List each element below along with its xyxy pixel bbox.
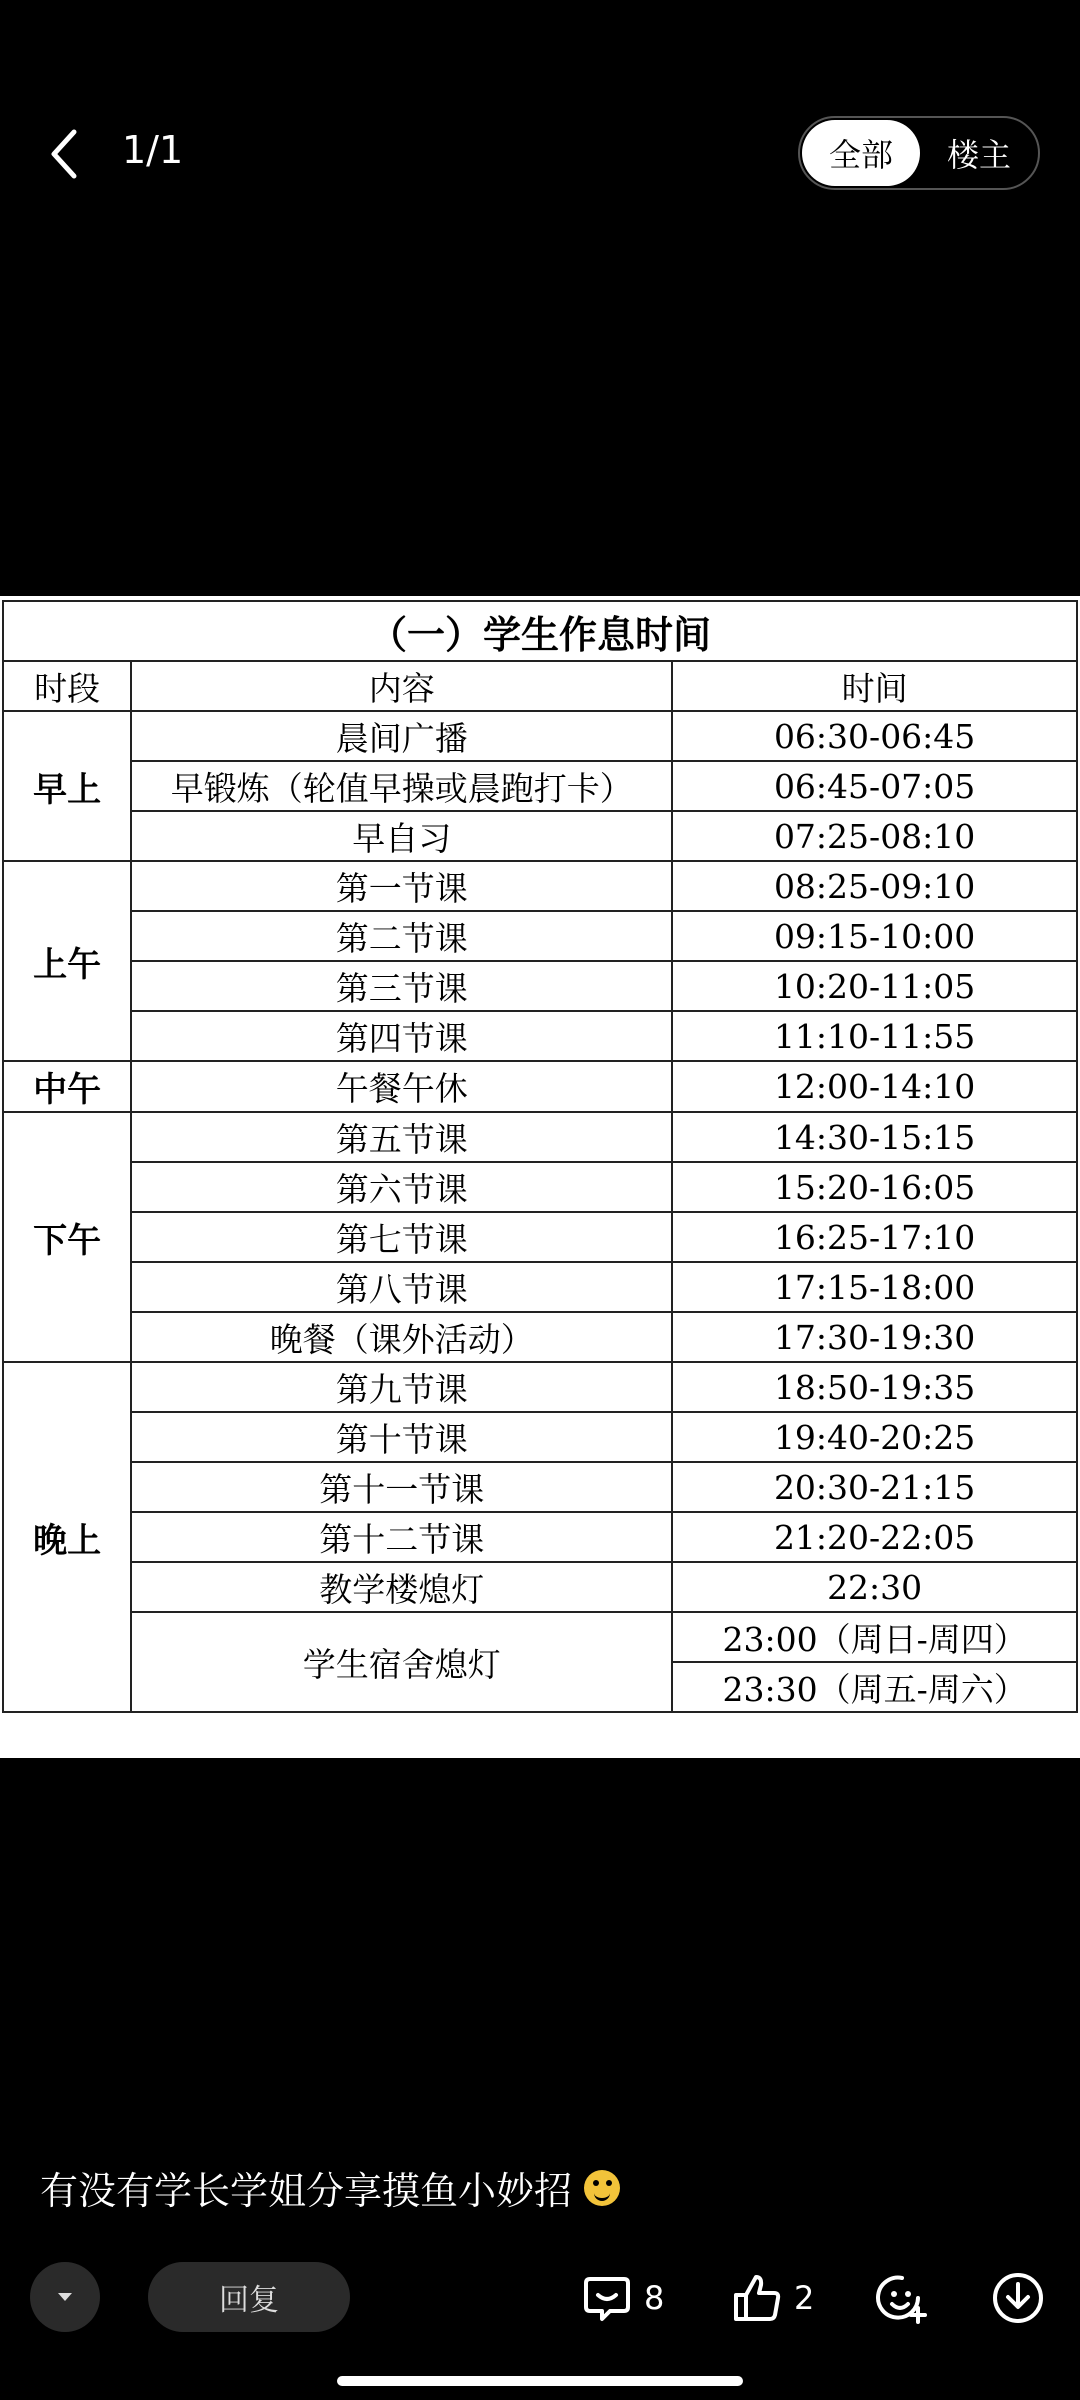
chevron-left-icon (38, 124, 98, 184)
content-cell: 第八节课 (131, 1262, 672, 1312)
time-cell: 16:25-17:10 (672, 1212, 1077, 1262)
time-cell: 15:20-16:05 (672, 1162, 1077, 1212)
time-cell: 07:25-08:10 (672, 811, 1077, 861)
time-cell: 22:30 (672, 1562, 1077, 1612)
content-cell: 第十一节课 (131, 1462, 672, 1512)
content-cell: 晨间广播 (131, 711, 672, 761)
table-row (3, 911, 1077, 961)
caret-down-icon (50, 2287, 80, 2307)
period-cell: 中午 (3, 1061, 131, 1112)
content-cell: 第一节课 (131, 861, 672, 911)
comment-icon (580, 2271, 634, 2325)
content-cell: 早锻炼（轮值早操或晨跑打卡） (131, 761, 672, 811)
reply-button[interactable]: 回复 (148, 2262, 350, 2332)
content-cell: 晚餐（课外活动） (131, 1312, 672, 1362)
time-cell: 19:40-20:25 (672, 1412, 1077, 1462)
table-row (3, 1412, 1077, 1462)
header-content: 内容 (131, 661, 672, 711)
time-cell: 14:30-15:15 (672, 1112, 1077, 1162)
table-row (3, 961, 1077, 1011)
tab-all[interactable]: 全部 (802, 120, 920, 186)
content-cell: 第六节课 (131, 1162, 672, 1212)
time-cell: 10:20-11:05 (672, 961, 1077, 1011)
table-row (3, 1462, 1077, 1512)
content-cell: 第二节课 (131, 911, 672, 961)
content-cell: 第四节课 (131, 1011, 672, 1061)
table-row (3, 861, 1077, 911)
time-cell: 06:30-06:45 (672, 711, 1077, 761)
download-icon (990, 2270, 1046, 2326)
table-row (3, 761, 1077, 811)
table-row (3, 1612, 1077, 1662)
period-cell: 早上 (3, 711, 131, 861)
content-cell: 教学楼熄灯 (131, 1562, 672, 1612)
time-cell: 18:50-19:35 (672, 1362, 1077, 1412)
time-cell: 17:30-19:30 (672, 1312, 1077, 1362)
time-cell: 12:00-14:10 (672, 1061, 1077, 1112)
page-counter: 1/1 (122, 128, 184, 172)
post-caption (40, 2160, 620, 2215)
table-row (3, 1011, 1077, 1061)
content-cell: 第十节课 (131, 1412, 672, 1462)
period-cell: 下午 (3, 1112, 131, 1362)
time-cell: 09:15-10:00 (672, 911, 1077, 961)
content-cell: 第三节课 (131, 961, 672, 1011)
time-cell: 23:30（周五-周六） (672, 1662, 1077, 1712)
download-button[interactable] (990, 2268, 1046, 2328)
comment-count: 8 (644, 2279, 665, 2317)
home-indicator (337, 2376, 743, 2386)
table-row (3, 1061, 1077, 1112)
table-row (3, 1512, 1077, 1562)
add-reaction-icon (872, 2268, 932, 2328)
table-row (3, 1362, 1077, 1412)
table-row (3, 1212, 1077, 1262)
time-cell: 21:20-22:05 (672, 1512, 1077, 1562)
caption-text: 有没有学长学姐分享摸鱼小妙招 (40, 2169, 573, 2213)
collapse-button[interactable] (30, 2262, 100, 2332)
content-cell: 第九节课 (131, 1362, 672, 1412)
filter-segmented-control (798, 116, 1040, 190)
thumbs-up-icon (730, 2271, 784, 2325)
period-cell: 上午 (3, 861, 131, 1061)
content-cell: 午餐午休 (131, 1061, 672, 1112)
header-period: 时段 (3, 661, 131, 711)
drooling-face-icon (584, 2170, 620, 2206)
content-cell: 第七节课 (131, 1212, 672, 1262)
time-cell: 08:25-09:10 (672, 861, 1077, 911)
table-row (3, 1262, 1077, 1312)
table-row (3, 711, 1077, 761)
content-cell: 早自习 (131, 811, 672, 861)
header-time: 时间 (672, 661, 1077, 711)
like-button[interactable] (730, 2268, 814, 2328)
back-button[interactable] (38, 124, 98, 184)
time-cell: 11:10-11:55 (672, 1011, 1077, 1061)
table-row (3, 1112, 1077, 1162)
period-cell: 晚上 (3, 1362, 131, 1712)
time-cell: 17:15-18:00 (672, 1262, 1077, 1312)
post-image[interactable] (0, 596, 1080, 1758)
react-button[interactable] (872, 2268, 932, 2328)
schedule-table (2, 600, 1078, 1713)
table-row (3, 1562, 1077, 1612)
time-cell: 20:30-21:15 (672, 1462, 1077, 1512)
tab-op-only[interactable]: 楼主 (946, 136, 1011, 174)
time-cell: 23:00（周日-周四） (672, 1612, 1077, 1662)
table-row (3, 1312, 1077, 1362)
like-count: 2 (794, 2279, 815, 2317)
time-cell: 06:45-07:05 (672, 761, 1077, 811)
content-cell: 第十二节课 (131, 1512, 672, 1562)
comment-button[interactable] (580, 2268, 664, 2328)
table-row (3, 811, 1077, 861)
content-cell: 第五节课 (131, 1112, 672, 1162)
table-row (3, 1162, 1077, 1212)
content-cell: 学生宿舍熄灯 (131, 1612, 672, 1712)
table-title: （一）学生作息时间 (3, 601, 1077, 661)
